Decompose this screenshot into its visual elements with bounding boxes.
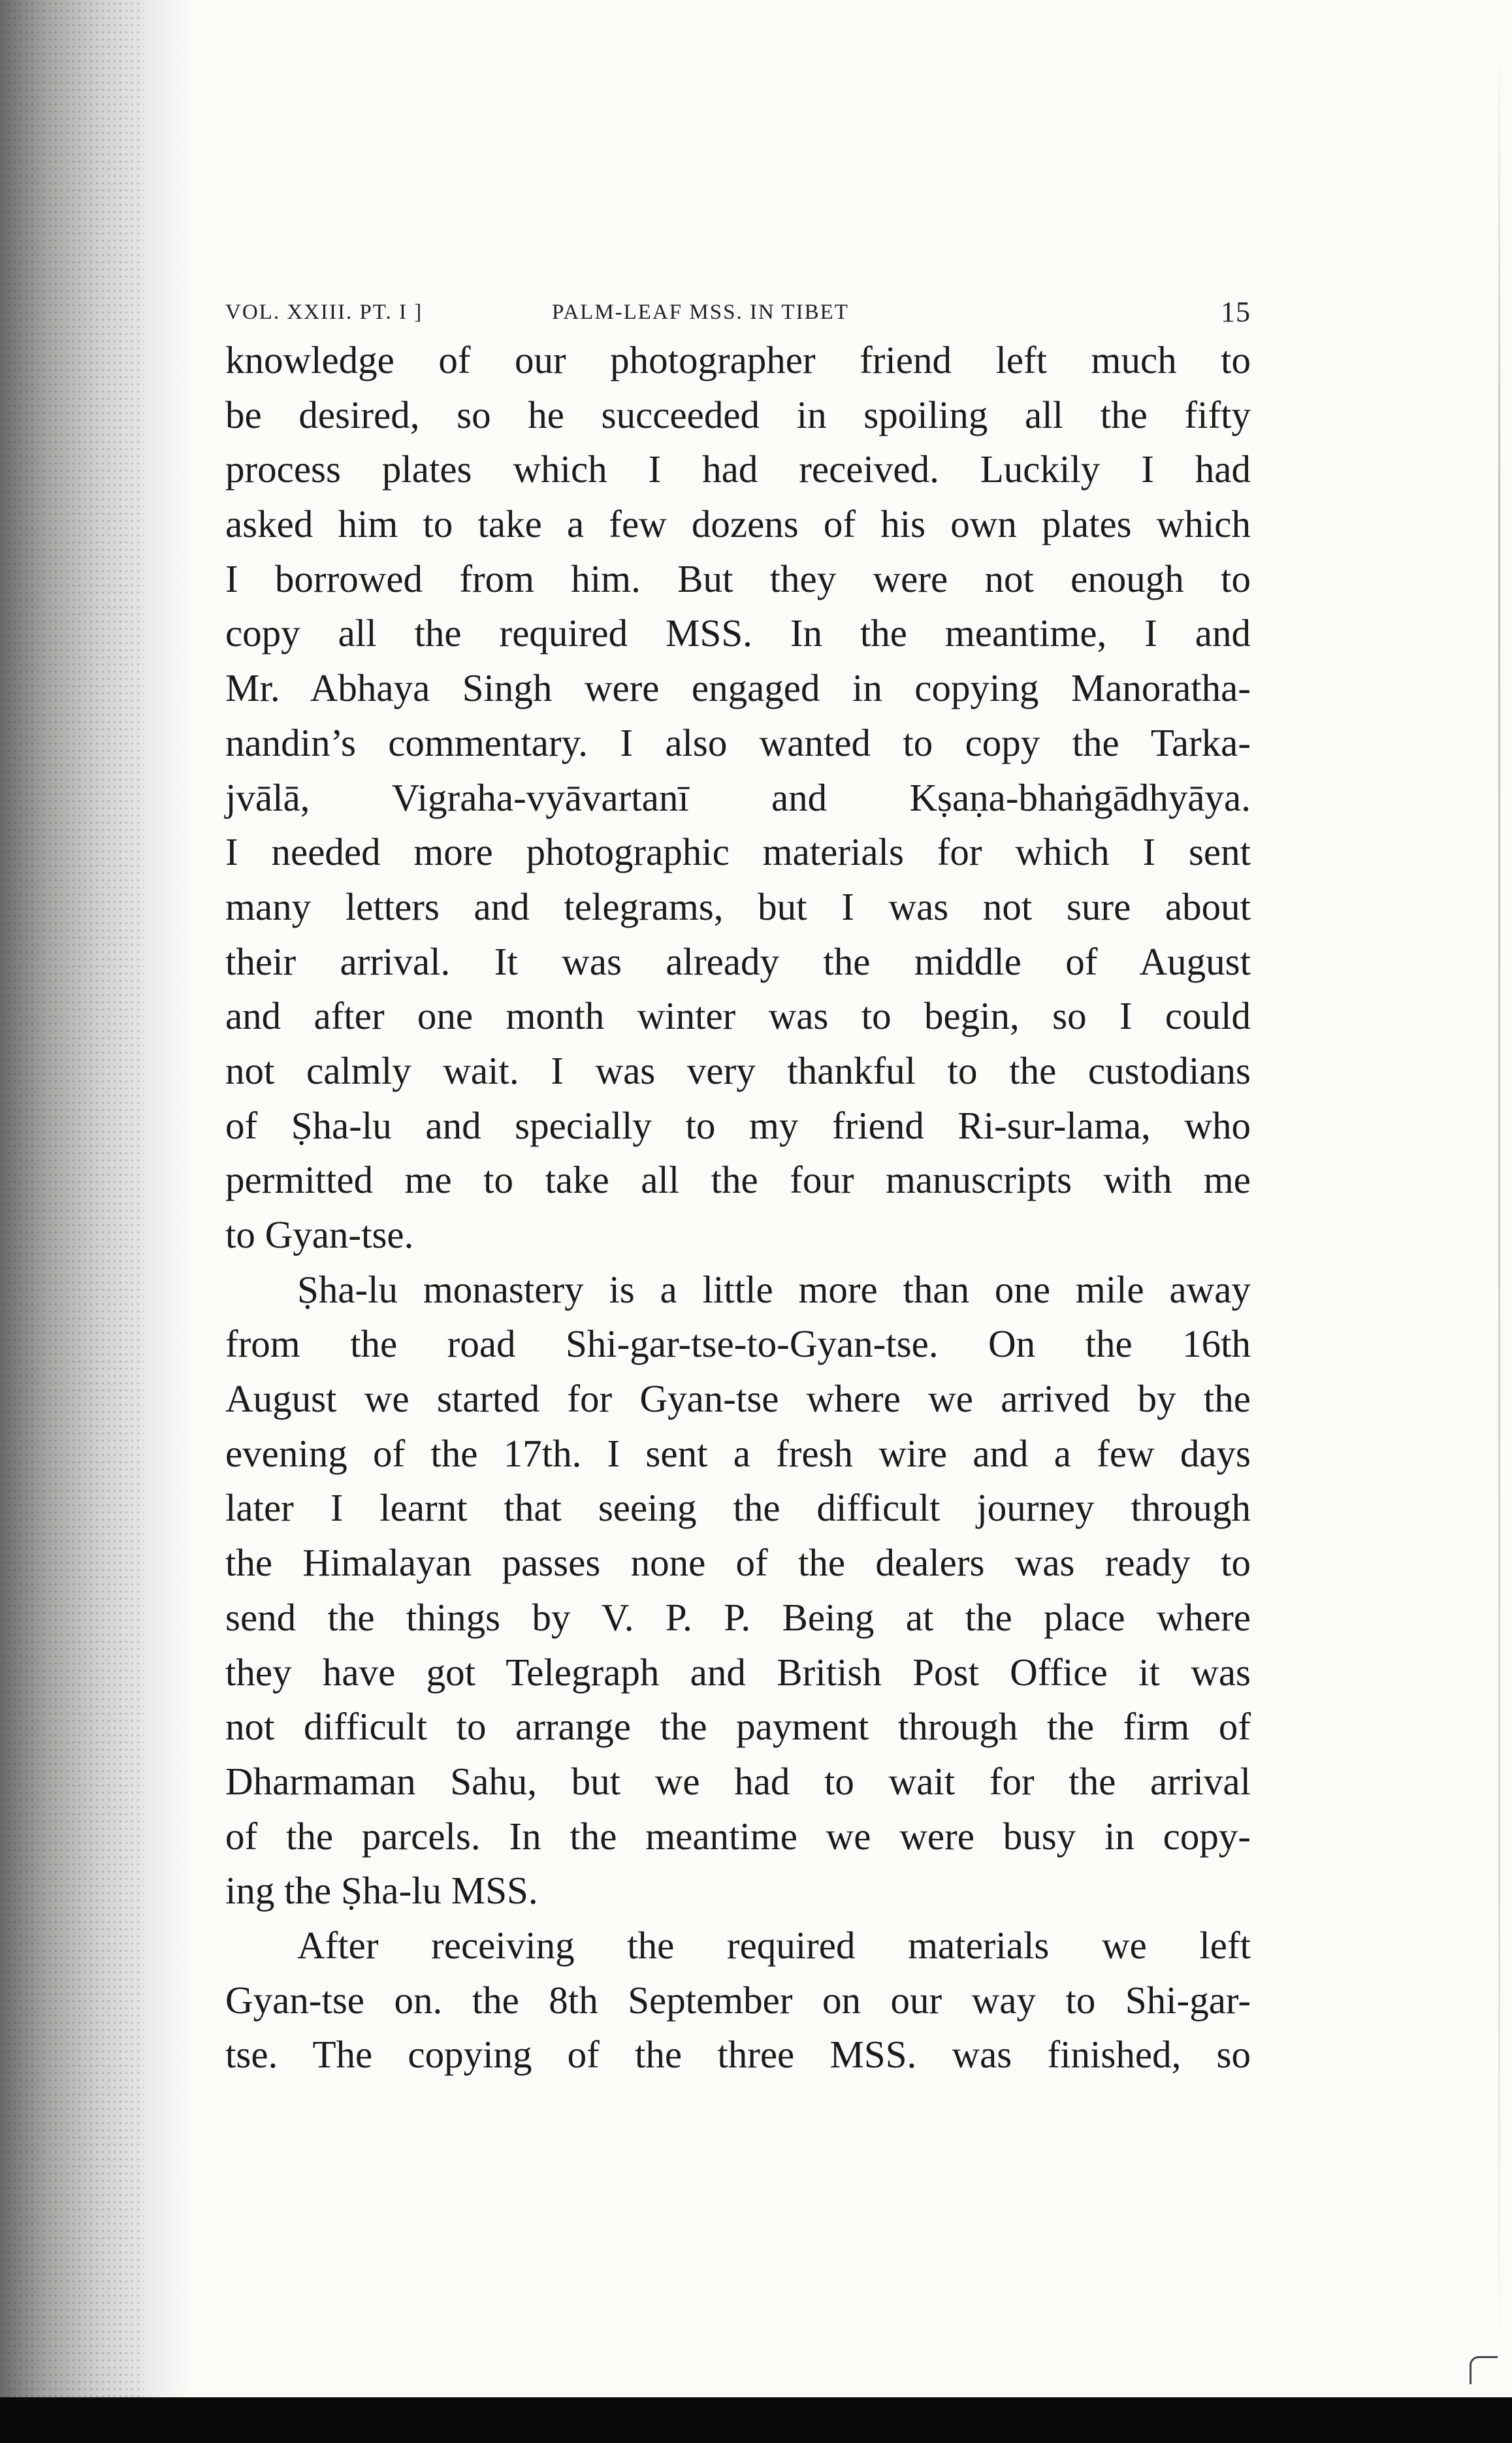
text-line: knowledge of our photographer friend left much to [225, 338, 1251, 381]
text-line: be desired, so he succeeded in spoiling all the fifty [225, 393, 1251, 436]
text-line: copy all the required MSS. In the meantime, I and [225, 611, 1251, 655]
page-number: 15 [1221, 296, 1251, 328]
text-line: the Himalayan passes none of the dealers was ready to [225, 1541, 1251, 1585]
text-line: After receiving the required materials we left [297, 1923, 1251, 1967]
text-line: send the things by V. P. P. Being at the place where [225, 1595, 1251, 1639]
page-corner-mark [1470, 2356, 1498, 2384]
text-line: many letters and telegrams, but I was not sure about [225, 884, 1251, 928]
text-line: of Ṣha-lu and specially to my friend Ri-sur-lama, who [225, 1103, 1251, 1147]
text-line: Ṣha-lu monastery is a little more than one mile away [297, 1267, 1251, 1311]
text-line: I needed more photographic materials for which I sent [225, 830, 1251, 874]
text-line: process plates which I had received. Luckily I had [225, 447, 1251, 491]
text-line: evening of the 17th. I sent a fresh wire and a few days [225, 1431, 1251, 1475]
running-head [225, 281, 1251, 333]
text-line: permitted me to take all the four manuscripts with me [225, 1158, 1251, 1202]
text-line: nandin’s commentary. I also wanted to copy the Tarka- [225, 720, 1251, 764]
text-line: their arrival. It was already the middle of August [225, 939, 1251, 983]
scan-gutter-texture [0, 0, 144, 2443]
text-line: August we started for Gyan-tse where we arrived by the [225, 1377, 1251, 1421]
text-line: I borrowed from him. But they were not enough to [225, 557, 1251, 600]
text-line: they have got Telegraph and British Post Office it was [225, 1650, 1251, 1694]
text-line: not difficult to arrange the payment through the firm of [225, 1705, 1251, 1749]
text-line: to Gyan-tse. [225, 1213, 414, 1256]
text-line: tse. The copying of the three MSS. was finished, so [225, 2033, 1251, 2077]
text-line: and after one month winter was to begin, so I could [225, 994, 1251, 1038]
text-line: jvālā, Vigraha-vyāvartanī and Kṣaṇa-bhaṅgādhyāya. [225, 775, 1251, 819]
scan-bottom-border [0, 2397, 1512, 2443]
body-text [225, 333, 1251, 2082]
text-line: Mr. Abhaya Singh were engaged in copying Manoratha- [225, 666, 1251, 710]
volume-reference: VOL. XXIII. PT. I ] [225, 300, 423, 324]
text-line: from the road Shi-gar-tse-to-Gyan-tse. On the 16th [225, 1322, 1251, 1366]
chapter-title: PALM-LEAF MSS. IN TIBET [552, 300, 849, 324]
text-line: not calmly wait. I was very thankful to the custodians [225, 1048, 1251, 1092]
text-line: of the parcels. In the meantime we were busy in copy- [225, 1814, 1251, 1858]
text-line: later I learnt that seeing the difficult journey through [225, 1486, 1251, 1530]
text-line: asked him to take a few dozens of his own plates which [225, 502, 1251, 546]
text-line: ing the Ṣha-lu MSS. [225, 1869, 538, 1913]
text-line: Dharmaman Sahu, but we had to wait for the arrival [225, 1759, 1251, 1803]
scan-right-edge [1498, 39, 1500, 2365]
text-line: Gyan-tse on. the 8th September on our way to Shi-gar- [225, 1978, 1251, 2022]
book-page [225, 281, 1251, 2082]
